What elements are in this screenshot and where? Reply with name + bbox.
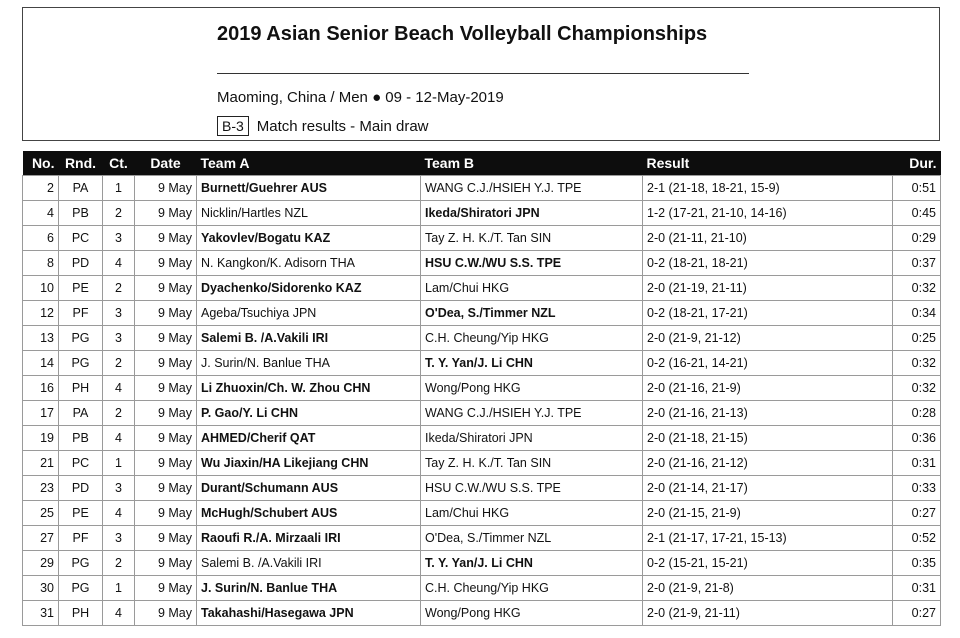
date-cell: 9 May	[135, 301, 197, 326]
document-title: Match results - Main draw	[256, 117, 429, 135]
result-cell: 2-1 (21-18, 18-21, 15-9)	[643, 176, 893, 201]
team-a-cell: J. Surin/N. Banlue THA	[197, 576, 421, 601]
court-cell: 2	[103, 401, 135, 426]
team-a-cell: Nicklin/Hartles NZL	[197, 201, 421, 226]
team-a-cell: Dyachenko/Sidorenko KAZ	[197, 276, 421, 301]
column-header-result: Result	[643, 151, 893, 176]
duration-cell: 0:35	[893, 551, 941, 576]
team-a-cell: Burnett/Guehrer AUS	[197, 176, 421, 201]
title-divider	[217, 73, 749, 74]
team-a-cell: Salemi B. /A.Vakili IRI	[197, 326, 421, 351]
page-title: 2019 Asian Senior Beach Volleyball Championships	[217, 23, 708, 45]
table-row	[23, 226, 941, 251]
team-b-cell: Wong/Pong HKG	[421, 601, 643, 626]
table-row	[23, 276, 941, 301]
court-cell: 2	[103, 201, 135, 226]
court-cell: 2	[103, 351, 135, 376]
duration-cell: 0:32	[893, 376, 941, 401]
column-header-court: Ct.	[103, 151, 135, 176]
round-cell: PG	[59, 576, 103, 601]
table-row	[23, 251, 941, 276]
table-row	[23, 351, 941, 376]
team-a-cell: Salemi B. /A.Vakili IRI	[197, 551, 421, 576]
match-number: 16	[23, 376, 59, 401]
duration-cell: 0:31	[893, 576, 941, 601]
date-cell: 9 May	[135, 426, 197, 451]
team-b-cell: O'Dea, S./Timmer NZL	[421, 526, 643, 551]
duration-cell: 0:33	[893, 476, 941, 501]
document-code-badge: B-3	[217, 116, 249, 136]
match-number: 19	[23, 426, 59, 451]
duration-cell: 0:27	[893, 501, 941, 526]
match-number: 14	[23, 351, 59, 376]
result-cell: 2-0 (21-9, 21-8)	[643, 576, 893, 601]
table-row	[23, 576, 941, 601]
date-cell: 9 May	[135, 176, 197, 201]
team-a-cell: Wu Jiaxin/HA Likejiang CHN	[197, 451, 421, 476]
table-row	[23, 451, 941, 476]
team-b-cell: T. Y. Yan/J. Li CHN	[421, 351, 643, 376]
column-header-duration: Dur.	[893, 151, 941, 176]
match-number: 31	[23, 601, 59, 626]
duration-cell: 0:25	[893, 326, 941, 351]
table-row	[23, 401, 941, 426]
duration-cell: 0:52	[893, 526, 941, 551]
match-number: 6	[23, 226, 59, 251]
result-cell: 2-0 (21-16, 21-12)	[643, 451, 893, 476]
date-cell: 9 May	[135, 251, 197, 276]
round-cell: PF	[59, 301, 103, 326]
round-cell: PG	[59, 351, 103, 376]
date-cell: 9 May	[135, 551, 197, 576]
date-cell: 9 May	[135, 351, 197, 376]
team-b-cell: Wong/Pong HKG	[421, 376, 643, 401]
column-header-date: Date	[135, 151, 197, 176]
column-header-team-b: Team B	[421, 151, 643, 176]
table-row	[23, 476, 941, 501]
team-b-cell: WANG C.J./HSIEH Y.J. TPE	[421, 401, 643, 426]
round-cell: PD	[59, 476, 103, 501]
duration-cell: 0:45	[893, 201, 941, 226]
date-cell: 9 May	[135, 501, 197, 526]
court-cell: 4	[103, 501, 135, 526]
result-cell: 0-2 (18-21, 18-21)	[643, 251, 893, 276]
result-cell: 2-0 (21-9, 21-11)	[643, 601, 893, 626]
court-cell: 2	[103, 551, 135, 576]
date-cell: 9 May	[135, 601, 197, 626]
results-body	[23, 176, 941, 626]
table-header-row	[23, 151, 941, 176]
date-cell: 9 May	[135, 201, 197, 226]
duration-cell: 0:37	[893, 251, 941, 276]
team-b-cell: Ikeda/Shiratori JPN	[421, 201, 643, 226]
team-a-cell: McHugh/Schubert AUS	[197, 501, 421, 526]
court-cell: 1	[103, 576, 135, 601]
results-table	[22, 151, 941, 626]
team-b-cell: Lam/Chui HKG	[421, 501, 643, 526]
match-number: 30	[23, 576, 59, 601]
table-row	[23, 501, 941, 526]
table-row	[23, 426, 941, 451]
table-row	[23, 376, 941, 401]
round-cell: PF	[59, 526, 103, 551]
team-b-cell: HSU C.W./WU S.S. TPE	[421, 476, 643, 501]
court-cell: 3	[103, 476, 135, 501]
match-number: 29	[23, 551, 59, 576]
column-header-round: Rnd.	[59, 151, 103, 176]
court-cell: 3	[103, 326, 135, 351]
team-b-cell: C.H. Cheung/Yip HKG	[421, 326, 643, 351]
table-row	[23, 551, 941, 576]
match-number: 10	[23, 276, 59, 301]
court-cell: 4	[103, 601, 135, 626]
date-cell: 9 May	[135, 476, 197, 501]
round-cell: PE	[59, 501, 103, 526]
round-cell: PC	[59, 226, 103, 251]
result-cell: 0-2 (16-21, 14-21)	[643, 351, 893, 376]
court-cell: 4	[103, 426, 135, 451]
court-cell: 3	[103, 526, 135, 551]
match-number: 2	[23, 176, 59, 201]
column-header-team-a: Team A	[197, 151, 421, 176]
round-cell: PD	[59, 251, 103, 276]
team-a-cell: Li Zhuoxin/Ch. W. Zhou CHN	[197, 376, 421, 401]
duration-cell: 0:29	[893, 226, 941, 251]
court-cell: 4	[103, 376, 135, 401]
result-cell: 2-0 (21-14, 21-17)	[643, 476, 893, 501]
match-number: 4	[23, 201, 59, 226]
team-a-cell: P. Gao/Y. Li CHN	[197, 401, 421, 426]
match-number: 8	[23, 251, 59, 276]
duration-cell: 0:36	[893, 426, 941, 451]
result-cell: 1-2 (17-21, 21-10, 14-16)	[643, 201, 893, 226]
team-b-cell: HSU C.W./WU S.S. TPE	[421, 251, 643, 276]
team-b-cell: Lam/Chui HKG	[421, 276, 643, 301]
result-cell: 2-1 (21-17, 17-21, 15-13)	[643, 526, 893, 551]
table-row	[23, 601, 941, 626]
team-a-cell: Ageba/Tsuchiya JPN	[197, 301, 421, 326]
table-row	[23, 326, 941, 351]
header-box	[22, 7, 940, 141]
date-cell: 9 May	[135, 276, 197, 301]
result-cell: 2-0 (21-15, 21-9)	[643, 501, 893, 526]
team-a-cell: Raoufi R./A. Mirzaali IRI	[197, 526, 421, 551]
court-cell: 1	[103, 176, 135, 201]
court-cell: 3	[103, 301, 135, 326]
round-cell: PC	[59, 451, 103, 476]
date-cell: 9 May	[135, 376, 197, 401]
date-cell: 9 May	[135, 401, 197, 426]
match-number: 27	[23, 526, 59, 551]
match-number: 25	[23, 501, 59, 526]
duration-cell: 0:28	[893, 401, 941, 426]
round-cell: PH	[59, 376, 103, 401]
team-a-cell: AHMED/Cherif QAT	[197, 426, 421, 451]
court-cell: 3	[103, 226, 135, 251]
result-cell: 2-0 (21-9, 21-12)	[643, 326, 893, 351]
column-header-no: No.	[23, 151, 59, 176]
date-cell: 9 May	[135, 576, 197, 601]
match-number: 17	[23, 401, 59, 426]
round-cell: PH	[59, 601, 103, 626]
round-cell: PG	[59, 551, 103, 576]
table-row	[23, 176, 941, 201]
table-row	[23, 201, 941, 226]
team-a-cell: Yakovlev/Bogatu KAZ	[197, 226, 421, 251]
match-number: 12	[23, 301, 59, 326]
round-cell: PE	[59, 276, 103, 301]
result-cell: 0-2 (18-21, 17-21)	[643, 301, 893, 326]
team-b-cell: Tay Z. H. K./T. Tan SIN	[421, 226, 643, 251]
match-number: 21	[23, 451, 59, 476]
date-cell: 9 May	[135, 326, 197, 351]
match-number: 13	[23, 326, 59, 351]
round-cell: PG	[59, 326, 103, 351]
team-a-cell: J. Surin/N. Banlue THA	[197, 351, 421, 376]
duration-cell: 0:34	[893, 301, 941, 326]
date-cell: 9 May	[135, 526, 197, 551]
date-cell: 9 May	[135, 451, 197, 476]
court-cell: 2	[103, 276, 135, 301]
table-row	[23, 526, 941, 551]
result-cell: 2-0 (21-11, 21-10)	[643, 226, 893, 251]
team-b-cell: C.H. Cheung/Yip HKG	[421, 576, 643, 601]
team-a-cell: N. Kangkon/K. Adisorn THA	[197, 251, 421, 276]
table-row	[23, 301, 941, 326]
result-cell: 2-0 (21-16, 21-13)	[643, 401, 893, 426]
duration-cell: 0:31	[893, 451, 941, 476]
team-b-cell: Tay Z. H. K./T. Tan SIN	[421, 451, 643, 476]
round-cell: PA	[59, 176, 103, 201]
round-cell: PB	[59, 426, 103, 451]
result-cell: 2-0 (21-18, 21-15)	[643, 426, 893, 451]
date-cell: 9 May	[135, 226, 197, 251]
match-number: 23	[23, 476, 59, 501]
result-cell: 0-2 (15-21, 15-21)	[643, 551, 893, 576]
duration-cell: 0:27	[893, 601, 941, 626]
team-a-cell: Durant/Schumann AUS	[197, 476, 421, 501]
team-b-cell: O'Dea, S./Timmer NZL	[421, 301, 643, 326]
team-a-cell: Takahashi/Hasegawa JPN	[197, 601, 421, 626]
court-cell: 1	[103, 451, 135, 476]
duration-cell: 0:32	[893, 276, 941, 301]
team-b-cell: WANG C.J./HSIEH Y.J. TPE	[421, 176, 643, 201]
court-cell: 4	[103, 251, 135, 276]
duration-cell: 0:51	[893, 176, 941, 201]
result-cell: 2-0 (21-19, 21-11)	[643, 276, 893, 301]
team-b-cell: T. Y. Yan/J. Li CHN	[421, 551, 643, 576]
event-subtitle: Maoming, China / Men ● 09 - 12-May-2019	[217, 89, 504, 106]
team-b-cell: Ikeda/Shiratori JPN	[421, 426, 643, 451]
document-line	[217, 116, 429, 136]
round-cell: PB	[59, 201, 103, 226]
duration-cell: 0:32	[893, 351, 941, 376]
round-cell: PA	[59, 401, 103, 426]
result-cell: 2-0 (21-16, 21-9)	[643, 376, 893, 401]
